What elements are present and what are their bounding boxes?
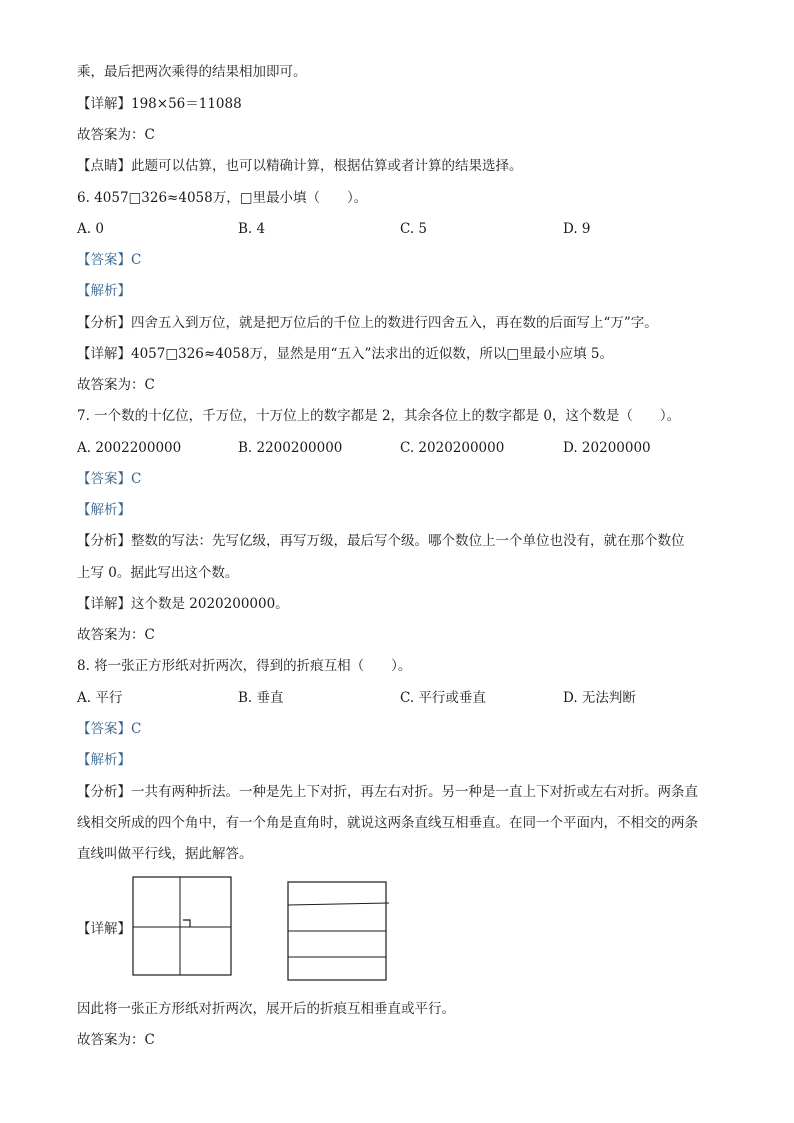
option-a: A. 0 [77,221,104,237]
analysis-line: 【分析】整数的写法：先写亿级，再写万级，最后写个级。哪个数位上一个单位也没有，就在那个数位 [77,533,685,549]
parallel-crease [288,903,389,905]
analysis-line: 直线叫做平行线，据此解答。 [77,846,253,862]
option-d: D. 9 [563,221,591,237]
option-a: A. 平行 [77,690,123,706]
answer-conclusion: 故答案为：C [77,1032,155,1048]
analysis-label: 【解析】 [77,502,131,518]
answer-conclusion: 故答案为：C [77,627,155,643]
question-7: 7. 一个数的十亿位，千万位，十万位上的数字都是 2，其余各位上的数字都是 0，这个数是（ ）。 [77,408,681,424]
answer-label: 【答案】C [77,721,142,737]
right-angle-mark [183,920,190,927]
conclusion-line: 因此将一张正方形纸对折两次，展开后的折痕互相垂直或平行。 [77,1001,455,1017]
option-b: B. 4 [238,221,266,237]
detail-label: 【详解】 [77,921,131,937]
option-b: B. 垂直 [238,690,284,706]
option-c: C. 5 [400,221,428,237]
question-8: 8. 将一张正方形纸对折两次，得到的折痕互相（ ）。 [77,658,412,674]
perpendicular-fold-figure [132,876,234,978]
comment-line: 【点睛】此题可以估算，也可以精确计算，根据估算或者计算的结果选择。 [77,158,523,174]
question-6: 6. 4057□326≈4058万，□里最小填（ ）。 [77,190,368,206]
detail-line: 【详解】4057□326≈4058万，显然是用“五入”法求出的近似数，所以□里最小应填 5。 [77,346,613,362]
answer-label: 【答案】C [77,252,142,268]
option-b: B. 2200200000 [238,440,343,456]
analysis-line: 上写 0。据此写出这个数。 [77,565,239,581]
option-a: A. 2002200000 [77,440,182,456]
analysis-line: 【分析】一共有两种折法。一种是先上下对折，再左右对折。另一种是一直上下对折或左右对折。两条直 [77,784,698,800]
option-c: C. 2020200000 [400,440,505,456]
analysis-line: 线相交所成的四个角中，有一个角是直角时，就说这两条直线互相垂直。在同一个平面内，不相交的两条 [77,815,698,831]
detail-line: 【详解】这个数是 2020200000。 [77,596,289,612]
detail-line: 【详解】198×56＝11088 [77,96,242,112]
option-d: D. 无法判断 [563,690,636,706]
paper-square [133,877,231,975]
option-d: D. 20200000 [563,440,651,456]
option-c: C. 平行或垂直 [400,690,486,706]
answer-conclusion: 故答案为：C [77,127,155,143]
text-line: 乘，最后把两次乘得的结果相加即可。 [77,64,307,80]
parallel-fold-figure [286,881,390,983]
analysis-label: 【解析】 [77,283,131,299]
answer-conclusion: 故答案为：C [77,377,155,393]
analysis-label: 【解析】 [77,752,131,768]
answer-label: 【答案】C [77,471,142,487]
analysis-line: 【分析】四舍五入到万位，就是把万位后的千位上的数进行四舍五入，再在数的后面写上“万”字。 [77,315,658,331]
